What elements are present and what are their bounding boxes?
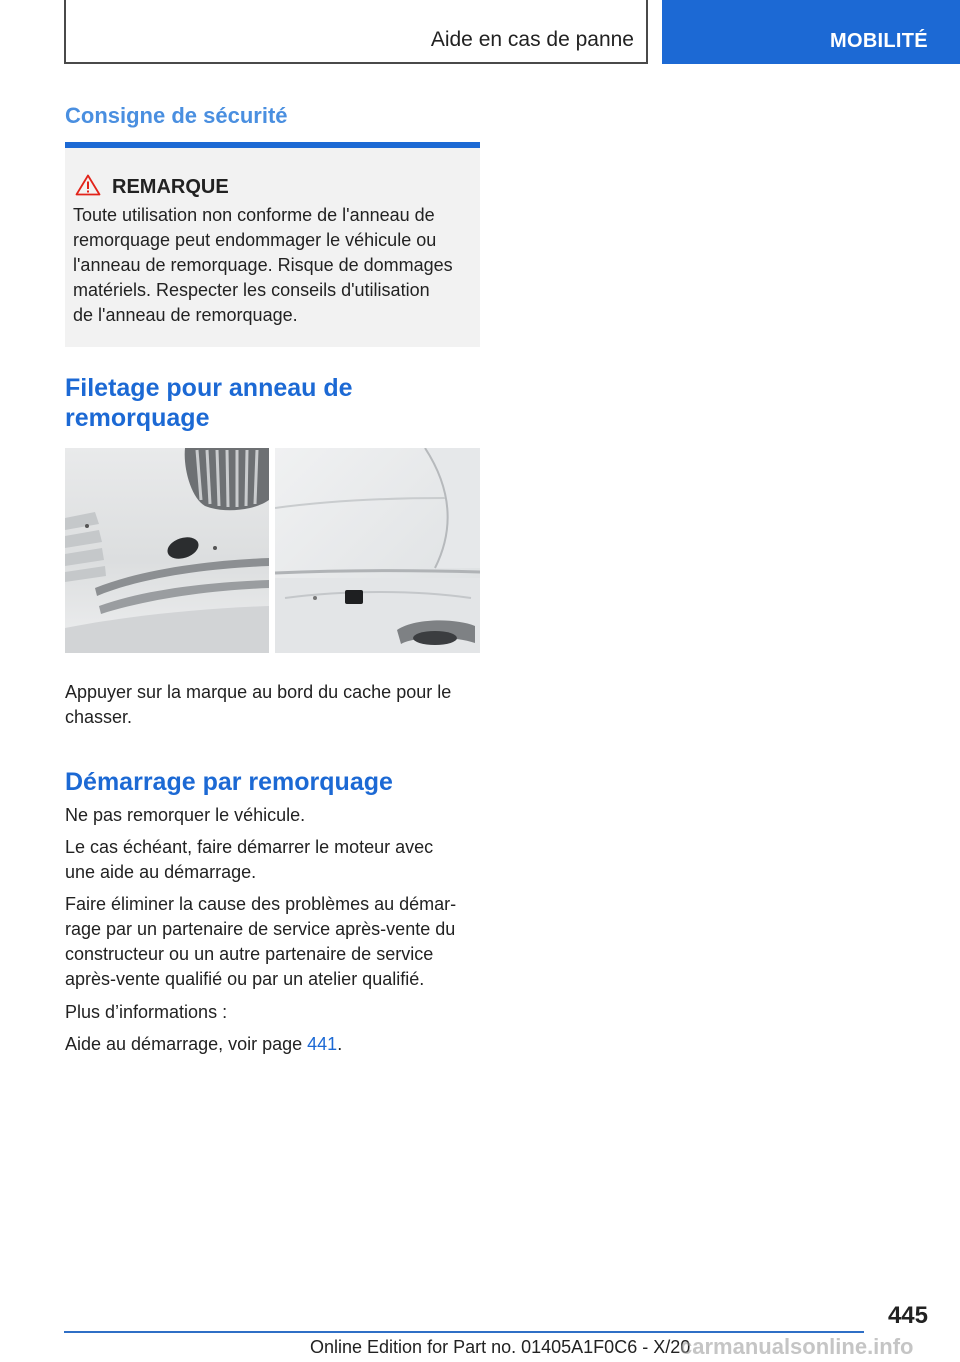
tow-paragraph-2-line: Le cas échéant, faire démarrer le moteur avec	[65, 837, 434, 857]
tow-paragraph-4: Plus d’informations :	[65, 1002, 228, 1022]
tow-paragraph-3	[65, 892, 480, 992]
tow-paragraph-3-line: Faire éliminer la cause des problèmes au démar-	[65, 894, 457, 914]
footer-rule	[64, 1331, 864, 1333]
tow-paragraph-5-end: .	[337, 1034, 343, 1054]
notice-line: de l'anneau de remorquage.	[73, 305, 298, 325]
tow-paragraph-1: Ne pas remorquer le véhicule.	[65, 805, 306, 825]
page-link-441[interactable]: 441	[307, 1034, 338, 1054]
page-number: 445	[887, 1302, 928, 1329]
notice-line: l'anneau de remorquage. Risque de dommages	[73, 255, 453, 275]
notice-box	[65, 142, 480, 347]
footer-edition: Online Edition for Part no. 01405A1F0C6 - X/20	[310, 1337, 691, 1357]
tow-start-heading: Démarrage par remorquage	[65, 768, 393, 796]
header-section-title: Aide en cas de panne	[430, 28, 634, 51]
notice-line: matériels. Respecter les conseils d'utilisation	[73, 280, 430, 300]
tow-paragraph-3-line: après-vente qualifié ou par un atelier qualifié.	[65, 969, 425, 989]
thread-heading-line: remorquage	[65, 404, 210, 432]
notice-line: Toute utilisation non conforme de l'anneau de	[73, 205, 435, 225]
tow-paragraph-2	[65, 835, 480, 885]
warning-triangle-icon	[75, 174, 101, 196]
tow-paragraph-5	[65, 1032, 480, 1057]
header-chapter-tab[interactable]	[662, 0, 960, 64]
thread-paragraph	[65, 680, 480, 730]
tow-paragraph-3-line: rage par un partenaire de service après-vente du	[65, 919, 456, 939]
watermark-logo: carmanualsonline.info	[680, 1334, 914, 1359]
notice-line: remorquage peut endommager le véhicule ou	[73, 230, 437, 250]
rear-bumper-photo	[275, 448, 480, 653]
thread-paragraph-line: Appuyer sur la marque au bord du cache pour le	[65, 682, 452, 702]
safety-heading: Consigne de sécurité	[65, 103, 288, 128]
tow-paragraph-3-line: constructeur ou un autre partenaire de service	[65, 944, 434, 964]
thread-paragraph-line: chasser.	[65, 707, 133, 727]
bumper-photos	[65, 448, 480, 653]
thread-heading	[65, 373, 480, 433]
notice-body	[73, 203, 477, 328]
header-chapter-label: MOBILITÉ	[830, 30, 928, 52]
tow-paragraph-5-text: Aide au démarrage, voir page	[65, 1034, 308, 1054]
header-frame	[64, 0, 648, 64]
tow-paragraph-2-line: une aide au démarrage.	[65, 862, 257, 882]
notice-title: REMARQUE	[112, 176, 229, 198]
front-bumper-photo	[65, 448, 269, 653]
thread-heading-line: Filetage pour anneau de	[65, 374, 353, 402]
